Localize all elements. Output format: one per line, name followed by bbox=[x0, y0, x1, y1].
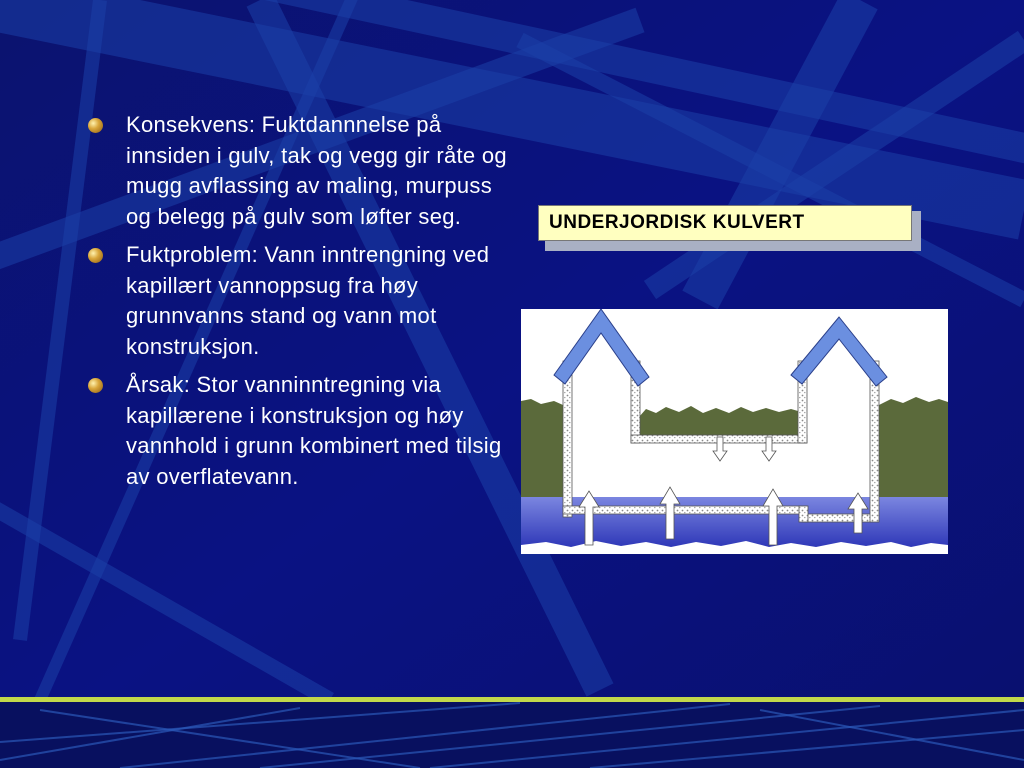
bullet-icon bbox=[88, 248, 103, 263]
bullet-item-moisture-problem bbox=[88, 240, 508, 362]
bullet-text: Fuktproblem: Vann inntrengning ved kapillært vannoppsug fra høy grunnvanns stand og vann mot konstruksjon. bbox=[126, 242, 490, 359]
bullet-icon bbox=[88, 118, 103, 133]
bullet-text: Konsekvens: Fuktdannnelse på innsiden i gulv, tak og vegg gir råte og mugg avflassing av maling, murpuss og belegg på gulv som løfter seg. bbox=[126, 112, 507, 229]
culvert-diagram bbox=[521, 309, 948, 554]
bullet-list bbox=[88, 110, 508, 500]
bullet-item-cause bbox=[88, 370, 508, 492]
bullet-text: Årsak: Stor vanninntregning via kapillærene i konstruksjon og høy vannhold i grunn kombinert med tilsig av overflatevann. bbox=[126, 372, 502, 489]
soil-left bbox=[521, 399, 563, 514]
diagram-title-label: UNDERJORDISK KULVERT bbox=[538, 205, 912, 241]
bullet-item-consequence bbox=[88, 110, 508, 232]
soil-right bbox=[879, 397, 948, 514]
accent-line bbox=[0, 697, 1024, 702]
bullet-icon bbox=[88, 378, 103, 393]
